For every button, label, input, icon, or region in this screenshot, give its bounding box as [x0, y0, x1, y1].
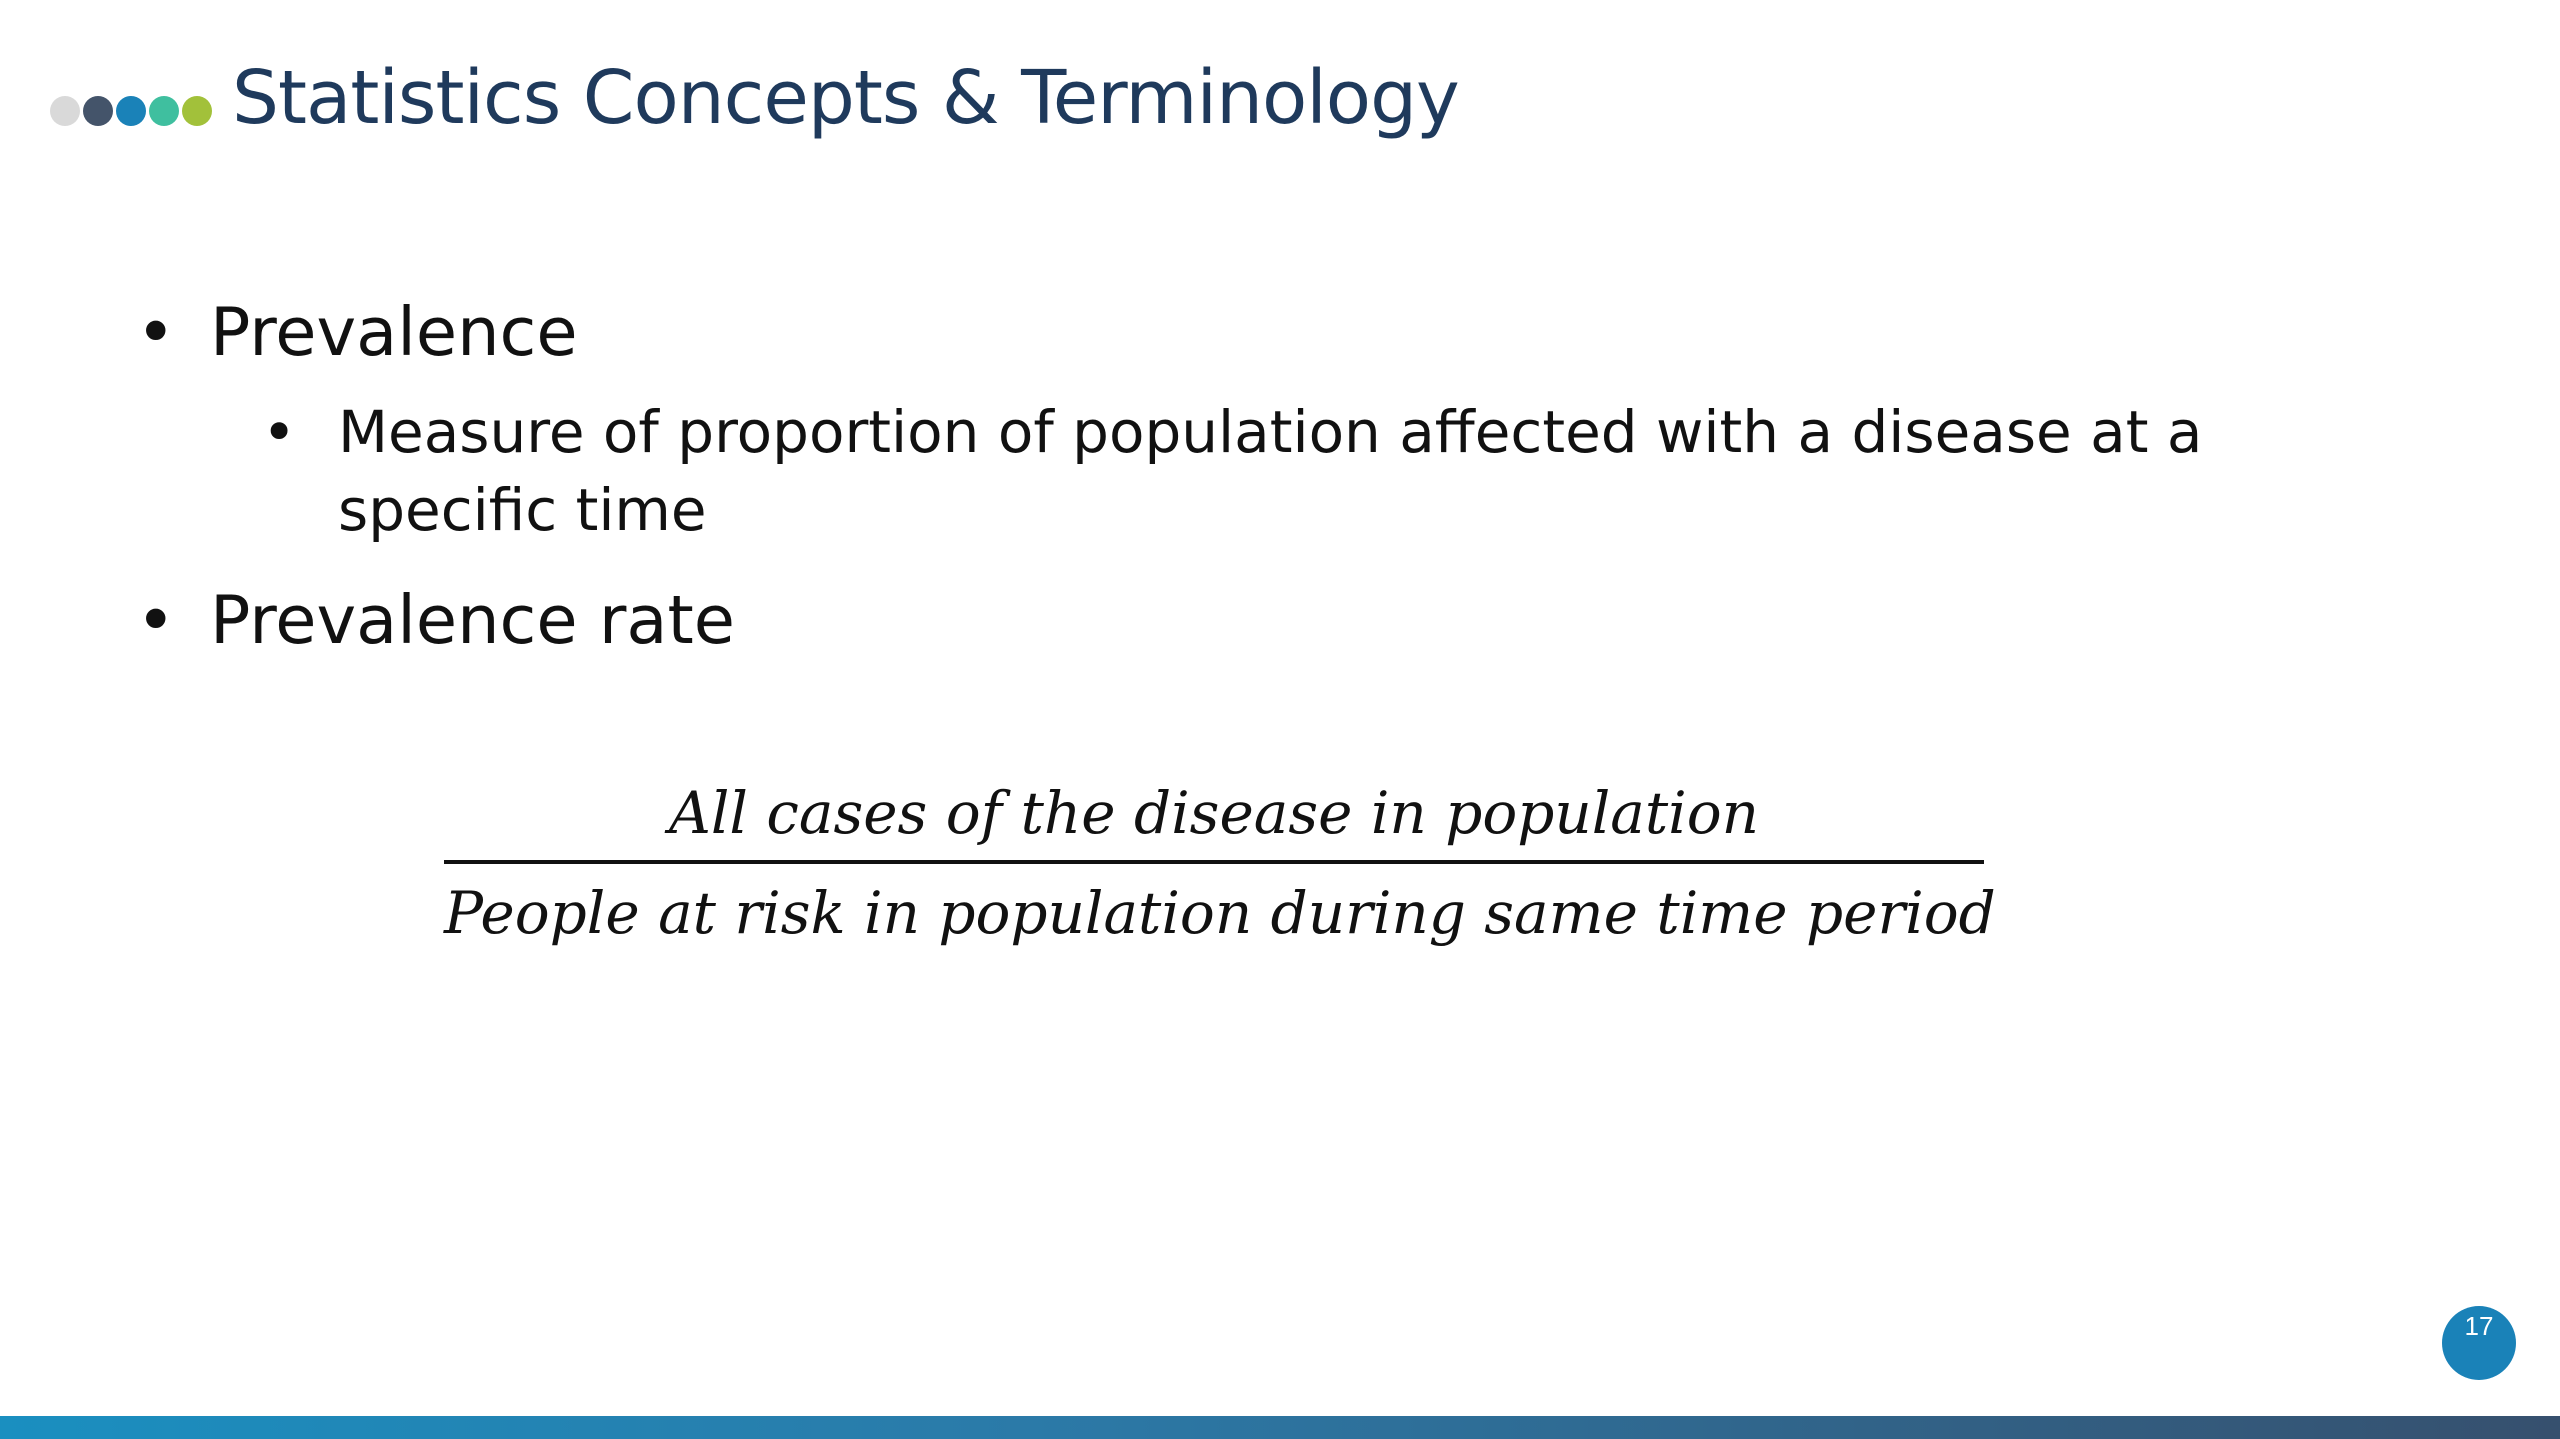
slide-title: Statistics Concepts & Terminology [232, 55, 1459, 141]
bullet-prevalence-rate [136, 578, 735, 662]
formula-denominator: People at risk in population during same time period [444, 879, 1996, 947]
title-dot-1 [50, 96, 80, 126]
bullet-prevalence-label: Prevalence [210, 293, 578, 371]
bullet-glyph: • [136, 581, 176, 659]
title-dot-2 [83, 96, 113, 126]
prevalence-rate-formula [444, 770, 1996, 956]
title-dot-4 [149, 96, 179, 126]
bullet-prevalence-rate-label: Prevalence rate [210, 581, 735, 659]
footer-accent-bar [0, 1416, 2560, 1439]
formula-fraction-bar [444, 860, 1984, 864]
page-number-badge: 17 [2442, 1306, 2516, 1380]
title-dots-decoration [50, 96, 216, 128]
sub-bullet-glyph: • [262, 398, 297, 466]
formula-numerator: All cases of the disease in population [668, 779, 1760, 847]
title-dot-5 [182, 96, 212, 126]
bullet-prevalence [136, 290, 578, 374]
sub-bullet-prevalence-definition-text: Measure of proportion of population affected with a disease at a specific time [338, 398, 2203, 544]
bullet-glyph: • [136, 293, 176, 371]
sub-bullet-prevalence-definition [262, 393, 2262, 549]
title-dot-3 [116, 96, 146, 126]
